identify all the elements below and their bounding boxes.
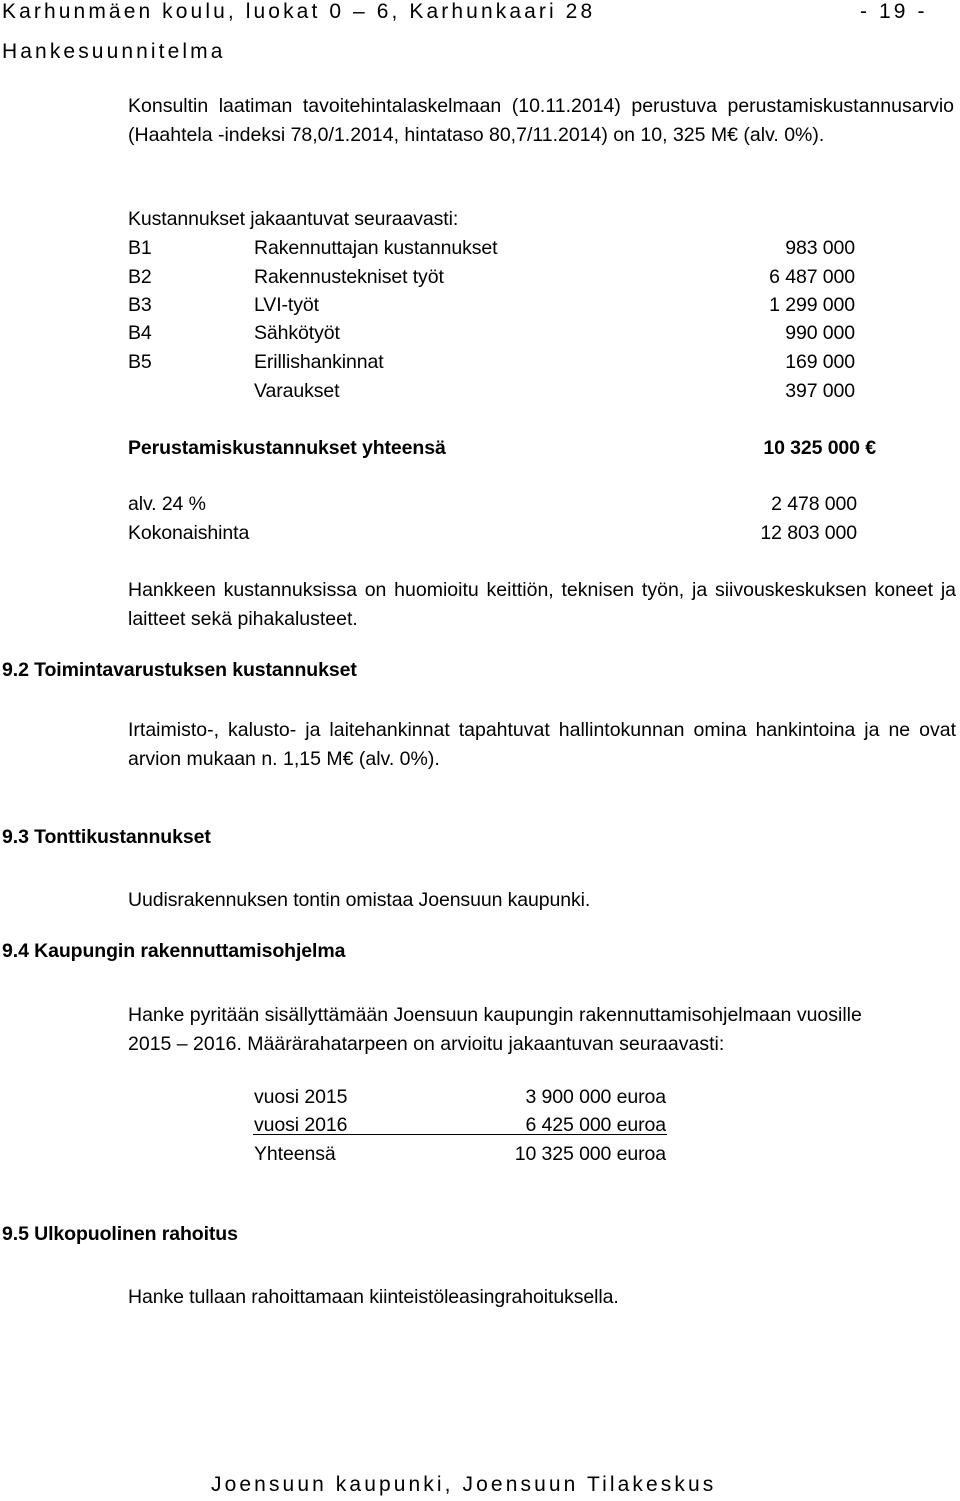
- budget-year-label: vuosi 2015: [254, 1086, 348, 1108]
- document-header-title: Karhunmäen koulu, luokat 0 – 6, Karhunkaari 28: [2, 0, 596, 23]
- page-footer: Joensuun kaupunki, Joensuun Tilakeskus: [211, 1473, 717, 1496]
- cost-value: 169 000: [785, 351, 855, 373]
- section-9-3-text: Uudisrakennuksen tontin omistaa Joensuun kaupunki.: [128, 889, 591, 911]
- budget-total-amount: 10 325 000 euroa: [514, 1143, 666, 1165]
- cost-value: 983 000: [785, 237, 855, 259]
- section-9-4-text: Hanke pyritään sisällyttämään Joensuun kaupungin rakennuttamisohjelmaan vuosille 2015 – 2016. Määrärahatarpeen on arvioitu jakaantuvan seuraavasti:: [128, 1004, 862, 1055]
- cost-value: 397 000: [785, 380, 855, 402]
- budget-year-label: vuosi 2016: [254, 1114, 348, 1136]
- cost-code: B2: [128, 266, 152, 288]
- document-subtitle: Hankesuunnitelma: [2, 40, 226, 63]
- cost-code: B1: [128, 237, 152, 259]
- cost-value: 6 487 000: [769, 266, 855, 288]
- cost-label: Varaukset: [254, 380, 340, 402]
- section-9-5-text: Hanke tullaan rahoittamaan kiinteistöleasingrahoituksella.: [128, 1286, 619, 1308]
- cost-value: 1 299 000: [769, 294, 855, 316]
- page-number: - 19 -: [860, 0, 928, 23]
- section-heading-9-5: 9.5 Ulkopuolinen rahoitus: [2, 1223, 238, 1245]
- total-value: 10 325 000 €: [763, 437, 876, 459]
- grand-total-value: 12 803 000: [760, 522, 857, 544]
- budget-amount: 3 900 000 euroa: [525, 1086, 666, 1108]
- section-heading-9-3: 9.3 Tonttikustannukset: [2, 826, 211, 848]
- cost-label: LVI-työt: [254, 294, 319, 316]
- sum-divider-line: [253, 1134, 667, 1135]
- cost-label: Erillishankinnat: [254, 351, 384, 373]
- cost-code: B3: [128, 294, 152, 316]
- grand-total-label: Kokonaishinta: [128, 522, 250, 544]
- cost-label: Rakennustekniset työt: [254, 266, 444, 288]
- vat-label: alv. 24 %: [128, 493, 206, 515]
- costs-note: Hankkeen kustannuksissa on huomioitu keittiön, teknisen työn, ja siivouskeskuksen koneet ja laitteet sekä pihakalusteet.: [128, 579, 956, 630]
- total-label: Perustamiskustannukset yhteensä: [128, 437, 446, 459]
- vat-value: 2 478 000: [771, 493, 857, 515]
- section-heading-9-4: 9.4 Kaupungin rakennuttamisohjelma: [2, 940, 346, 962]
- cost-label: Rakennuttajan kustannukset: [254, 237, 498, 259]
- section-9-2-text: Irtaimisto-, kalusto- ja laitehankinnat tapahtuvat hallintokunnan omina hankintoina ja ne ovat arvion mukaan n. 1,15 M€ (alv. 0%).: [128, 719, 956, 770]
- costs-heading: Kustannukset jakaantuvat seuraavasti:: [128, 208, 459, 230]
- cost-label: Sähkötyöt: [254, 322, 340, 344]
- budget-amount: 6 425 000 euroa: [525, 1114, 666, 1136]
- cost-code: B4: [128, 322, 152, 344]
- budget-total-label: Yhteensä: [254, 1143, 336, 1165]
- intro-paragraph: Konsultin laatiman tavoitehintalaskelmaan (10.11.2014) perustuva perustamiskustannusarvio (Haahtela -indeksi 78,0/1.2014, hintataso 80,7/11.2014) on 10, 325 M€ (alv. 0%).: [128, 95, 954, 146]
- section-heading-9-2: 9.2 Toimintavarustuksen kustannukset: [2, 659, 357, 681]
- cost-value: 990 000: [785, 322, 855, 344]
- cost-code: B5: [128, 351, 152, 373]
